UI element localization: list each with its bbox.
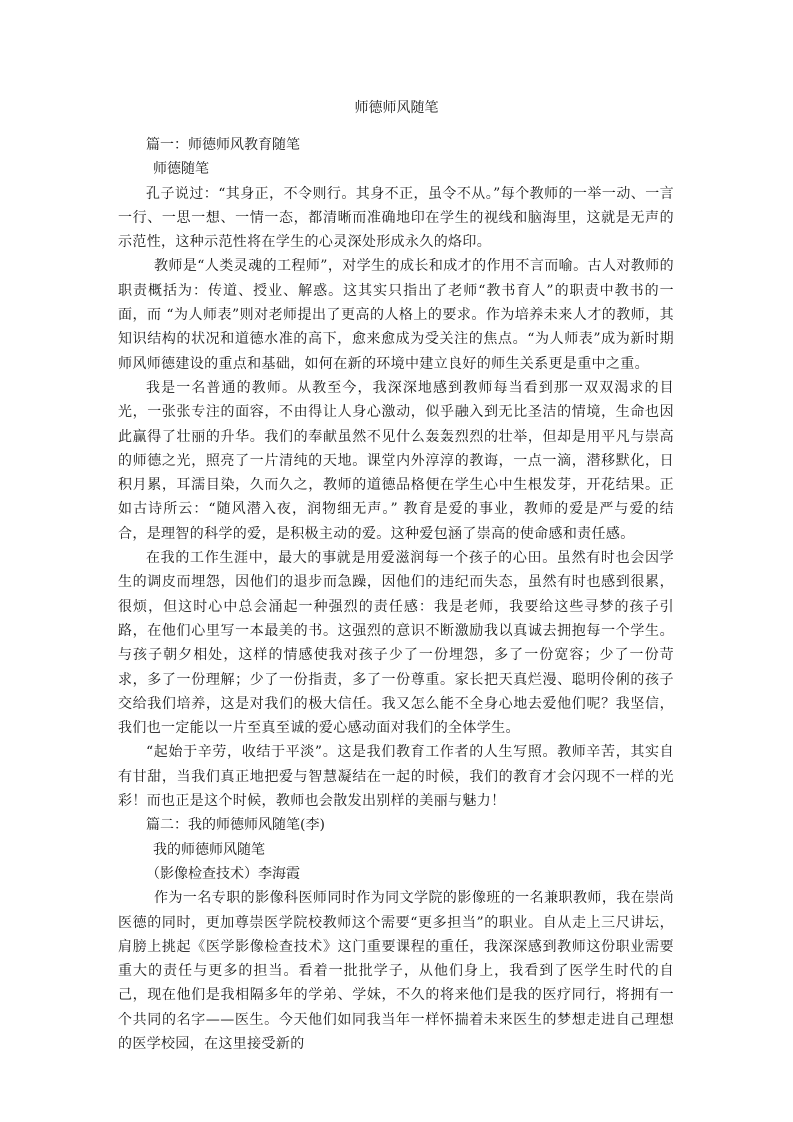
section-2-heading: 篇二：我的师德师风随笔(李) — [146, 817, 325, 834]
section-1-paragraph: 我是一名普通的教师。从教至今，我深深地感到教师每当看到那一双双渴求的目光，一张张专注的面容，不由得让人身心激动，似乎融入到无比圣洁的情境，生命也因此赢得了壮丽的升华。我们的奉献虽然不见什么轰轰烈烈的壮举，但却是用平凡与崇高的师德之光，照亮了一片清纯的天地。课堂内外淳淳的教诲，一点一滴，潜移默化，日积月累，耳濡目染，久而久之，教师的道德品格便在学生心中生根发芽，开花结果。正如古诗所云：“随风潜入夜，润物细无声。” 教育是爱的事业，教师的爱是严与爱的结合，是理智的科学的爱，是积极主动的爱。这种爱包涵了崇高的使命感和责任感。 — [118, 379, 674, 542]
section-2-author: （影像检查技术）李海霞 — [146, 865, 300, 882]
section-2-paragraph: 作为一名专职的影像科医师同时作为同文学院的影像班的一名兼职教师，我在崇尚医德的同时，更加尊崇医学院校教师这个需要“更多担当”的职业。自从走上三尺讲坛，肩膀上挑起《医学影像检查技术》这门重要课程的重任，我深深感到教师这份职业需要重大的责任与更多的担当。看着一批批学子，从他们身上，我看到了医学生时代的自己，现在他们是我相隔多年的学弟、学妹，不久的将来他们是我的医疗同行，将拥有一个共同的名字——医生。今天他们如同我当年一样怀揣着未来医生的梦想走进自己理想的医学校园，在这里接受新的 — [118, 890, 674, 1052]
section-2-subheading: 我的师德师风随笔 — [153, 841, 265, 858]
section-1-paragraph: “起始于辛劳，收结于平淡”。这是我们教育工作者的人生写照。教师辛苦，其实自有甘甜，当我们真正地把爱与智慧凝结在一起的时候，我们的教育才会闪现不一样的光彩！而也正是这个时候，教师也会散发出别样的美丽与魅力！ — [118, 744, 674, 810]
document-title: 师德师风随笔 — [354, 100, 439, 116]
section-1-paragraph: 教师是“人类灵魂的工程师”，对学生的成长和成才的作用不言而喻。古人对教师的职责概括为：传道、授业、解惑。这其实只指出了老师“教书育人”的职责中教书的一面，而 “为人师表”则对老师提出了更高的人格上的要求。作为培养未来人才的教师，其知识结构的状况和道德水准的高下，愈来愈成为受关注的焦点。“为人师表”成为新时期师风师德建设的重点和基础，如何在新的环境中建立良好的师生关系更是重中之重。 — [118, 258, 674, 372]
section-1-heading: 篇一：师德师风教育随笔 — [146, 137, 300, 153]
section-1-paragraph: 在我的工作生涯中，最大的事就是用爱滋润每一个孩子的心田。虽然有时也会因学生的调皮而埋怨，因他们的退步而急躁，因他们的违纪而失态，虽然有时也感到很累，很烦，但这时心中总会涌起一种强烈的责任感：我是老师，我要给这些寻梦的孩子引路，在他们心里写一本最美的书。这强烈的意识不断激励我以真诚去拥抱每一个学生。与孩子朝夕相处，这样的情感使我对孩子少了一份埋怨，多了一份宽容；少了一份苛求，多了一份理解；少了一份指责，多了一份尊重。家长把天真烂漫、聪明伶俐的孩子交给我们培养，这是对我们的极大信任。我又怎么能不全身心地去爱他们呢？我坚信，我们也一定能以一片至真至诚的爱心感动面对我们的全体学生。 — [118, 550, 674, 737]
section-1-subheading: 师德随笔 — [153, 161, 209, 178]
section-1-paragraph: 孔子说过：“其身正，不令则行。其身不正，虽令不从。”每个教师的一举一动、一言一行、一思一想、一情一态，都清晰而准确地印在学生的视线和脑海里，这就是无声的示范性，这种示范性将在学生的心灵深处形成永久的烙印。 — [118, 185, 674, 251]
document-body — [118, 133, 674, 1056]
